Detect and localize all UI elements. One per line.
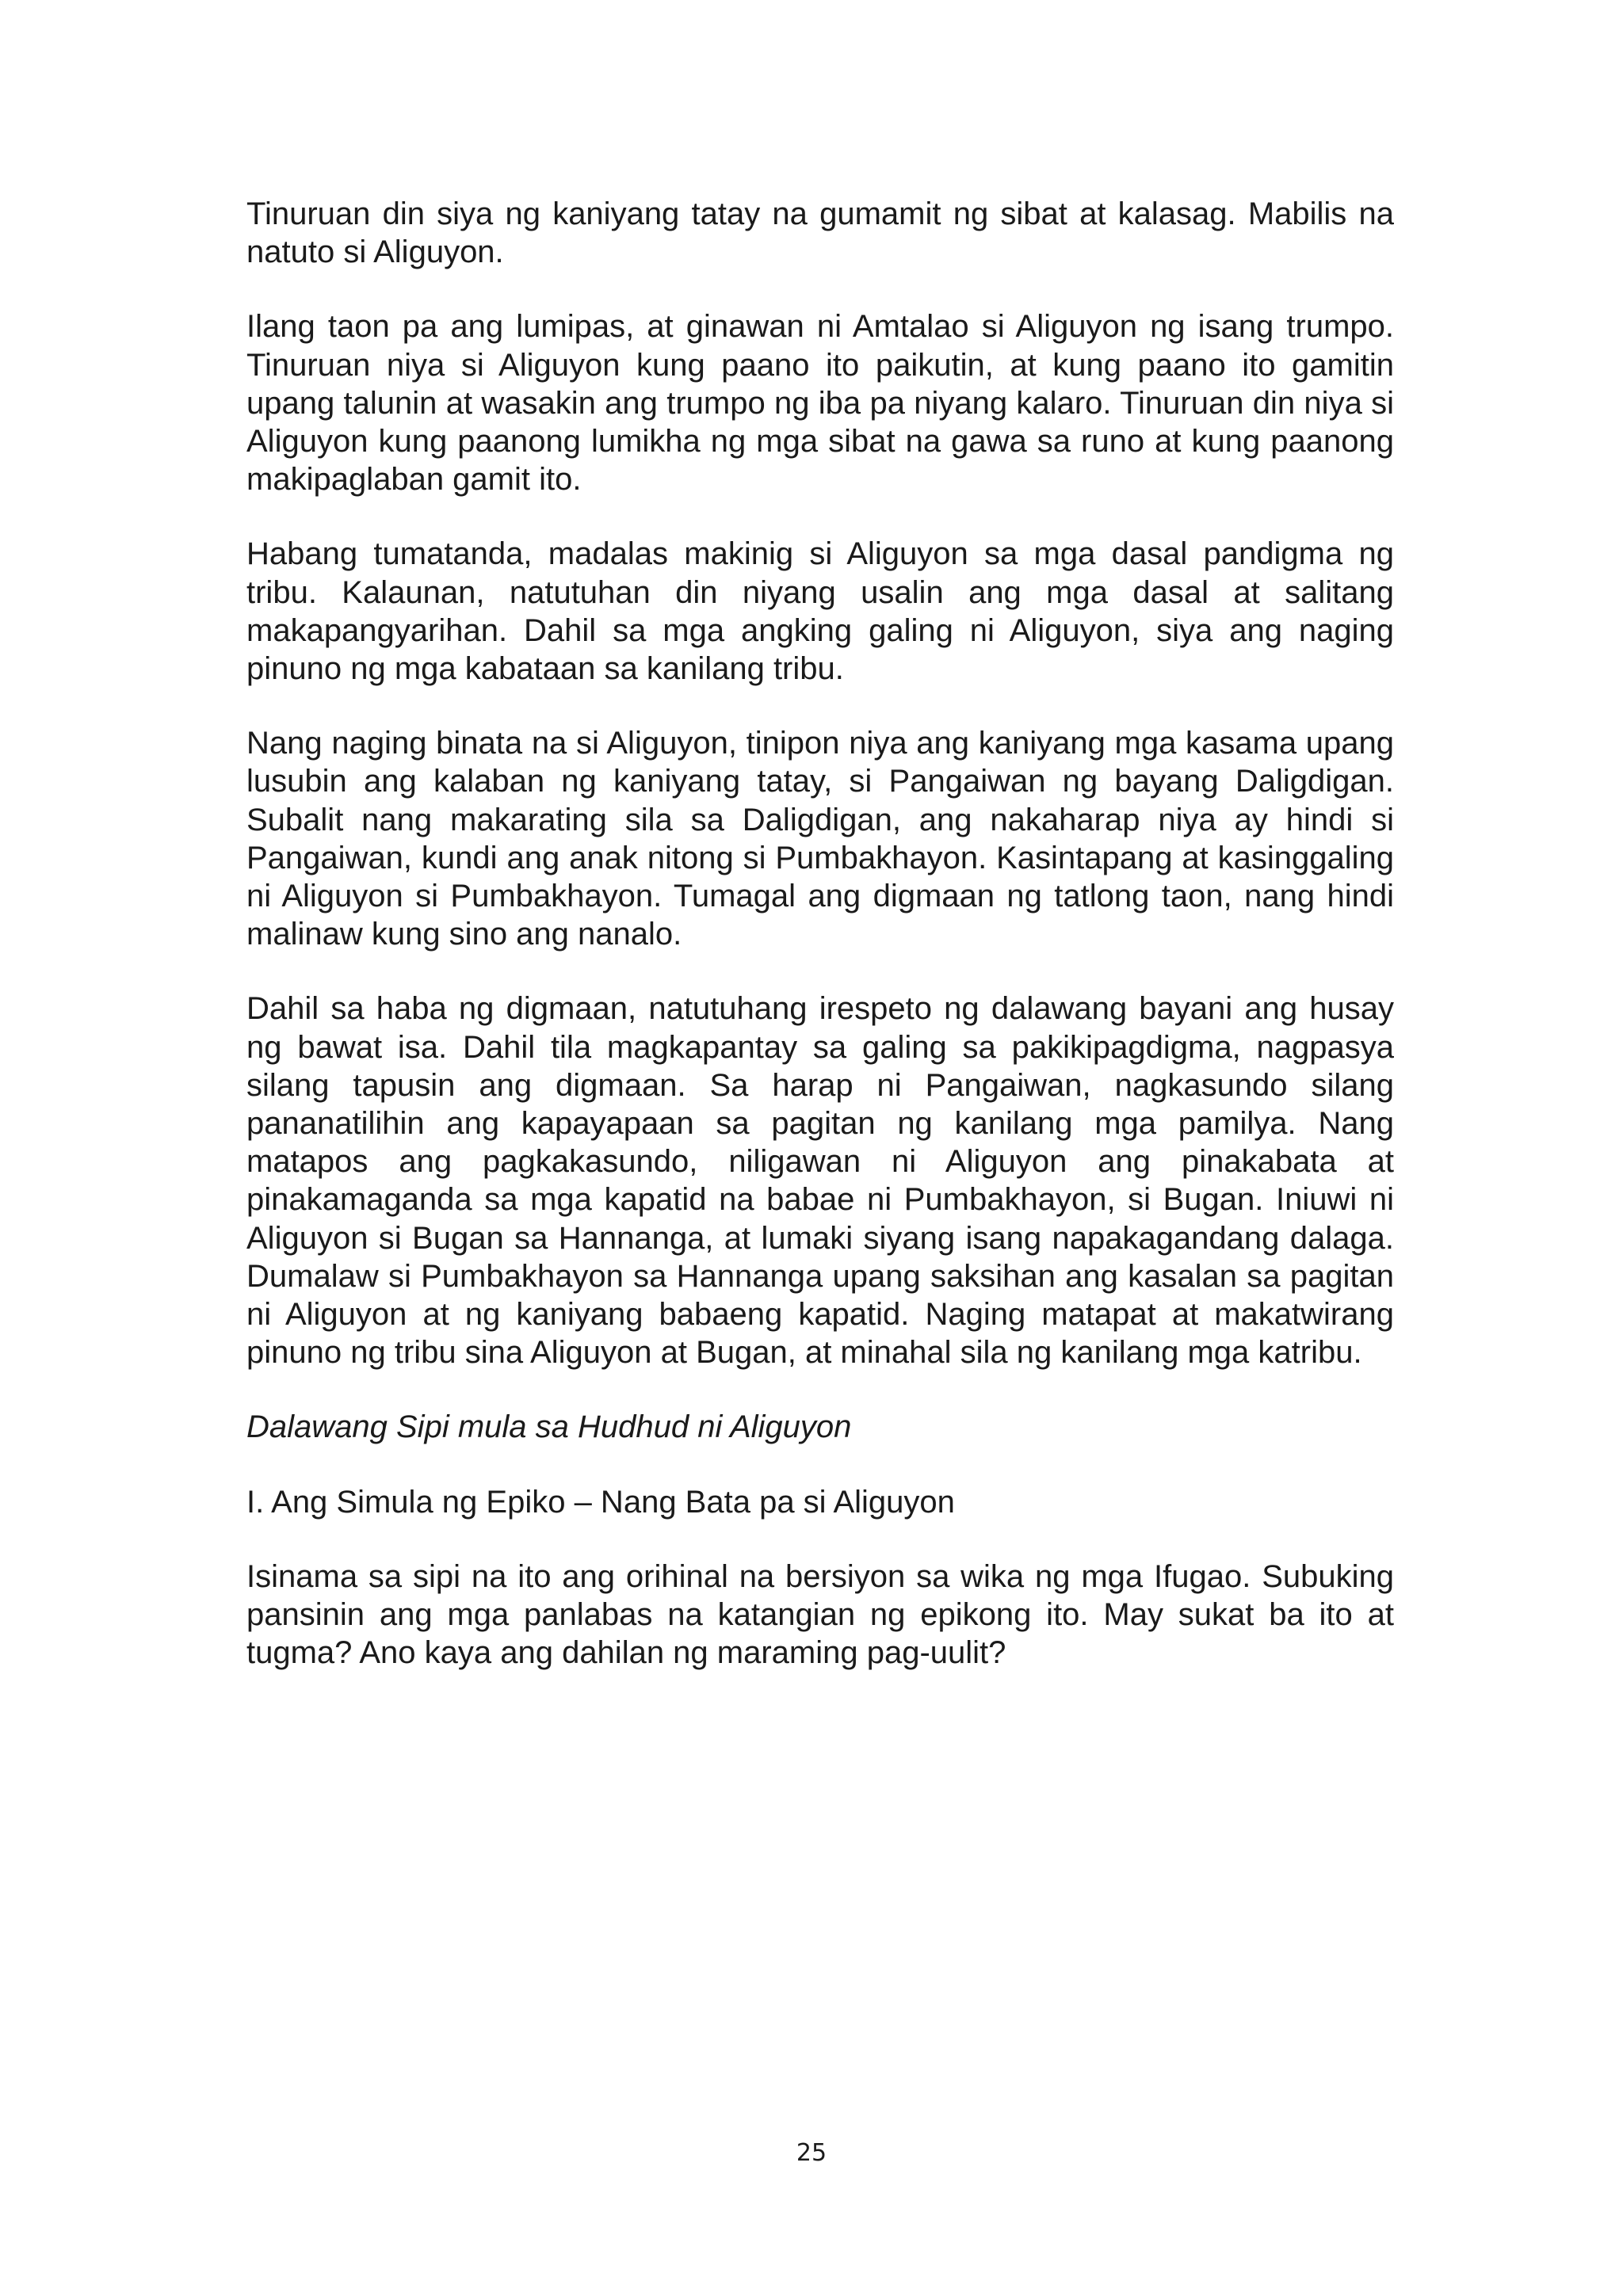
paragraph-5: Dahil sa haba ng digmaan, natutuhang irespeto ng dalawang bayani ang husay ng bawat isa. Dahil tila magkapantay sa galing sa pakikipagdigma, nagpasya silang tapusin ang digmaan. Sa harap ni Pangaiwan, nagkasundo silang pananatilihin ang kapayapaan sa pagitan ng kanilang mga pamilya. Nang matapos ang pagkakasundo, niligawan ni Aliguyon ang pinakabata at pinakamaganda sa mga kapatid na babae ni Pumbakhayon, si Bugan. Iniuwi ni Aliguyon si Bugan sa Hannanga, at lumaki siyang isang napakagandang dalaga. Dumalaw si Pumbakhayon sa Hannanga upang saksihan ang kasalan sa pagitan ni Aliguyon at ng kaniyang babaeng kapatid. Naging matapat at makatwirang pinuno ng tribu sina Aliguyon at Bugan, at minahal sila ng kanilang mga katribu. — [246, 991, 1394, 1371]
paragraph-3: Habang tumatanda, madalas makinig si Aliguyon sa mga dasal pandigma ng tribu. Kalaunan, natutuhan din niyang usalin ang mga dasal at salitang makapangyarihan. Dahil sa mga angking galing ni Aliguyon, siya ang naging pinuno ng mga kabataan sa kanilang tribu. — [246, 536, 1394, 687]
paragraph-1: Tinuruan din siya ng kaniyang tatay na gumamit ng sibat at kalasag. Mabilis na natuto si Aliguyon. — [246, 196, 1394, 270]
closing-paragraph: Isinama sa sipi na ito ang orihinal na bersiyon sa wika ng mga Ifugao. Subuking pansinin ang mga panlabas na katangian ng epikong ito. May sukat ba ito at tugma? Ano kaya ang dahilan ng maraming pag-uulit? — [246, 1558, 1394, 1671]
page-number: 25 — [796, 2139, 827, 2167]
paragraph-4: Nang naging binata na si Aliguyon, tinipon niya ang kaniyang mga kasama upang lusubin ang kalaban ng kaniyang tatay, si Pangaiwan ng bayang Daligdigan. Subalit nang makarating sila sa Daligdigan, ang nakaharap niya ay hindi si Pangaiwan, kundi ang anak nitong si Pumbakhayon. Kasintapang at kasinggaling ni Aliguyon si Pumbakhayon. Tumagal ang digmaan ng tatlong taon, nang hindi malinaw kung sino ang nanalo. — [246, 726, 1394, 952]
paragraph-2: Ilang taon pa ang lumipas, at ginawan ni Amtalao si Aliguyon ng isang trumpo. Tinuruan niya si Aliguyon kung paano ito paikutin, at kung paano ito gamitin upang talunin at wasakin ang trumpo ng iba pa niyang kalaro. Tinuruan din niya si Aliguyon kung paanong lumikha ng mga sibat na gawa sa runo at kung paanong makipaglaban gamit ito. — [246, 309, 1394, 498]
section-title: Dalawang Sipi mula sa Hudhud ni Aliguyon — [246, 1409, 852, 1445]
subsection-title: I. Ang Simula ng Epiko – Nang Bata pa si Aliguyon — [246, 1484, 955, 1520]
document-body — [246, 195, 1394, 1709]
